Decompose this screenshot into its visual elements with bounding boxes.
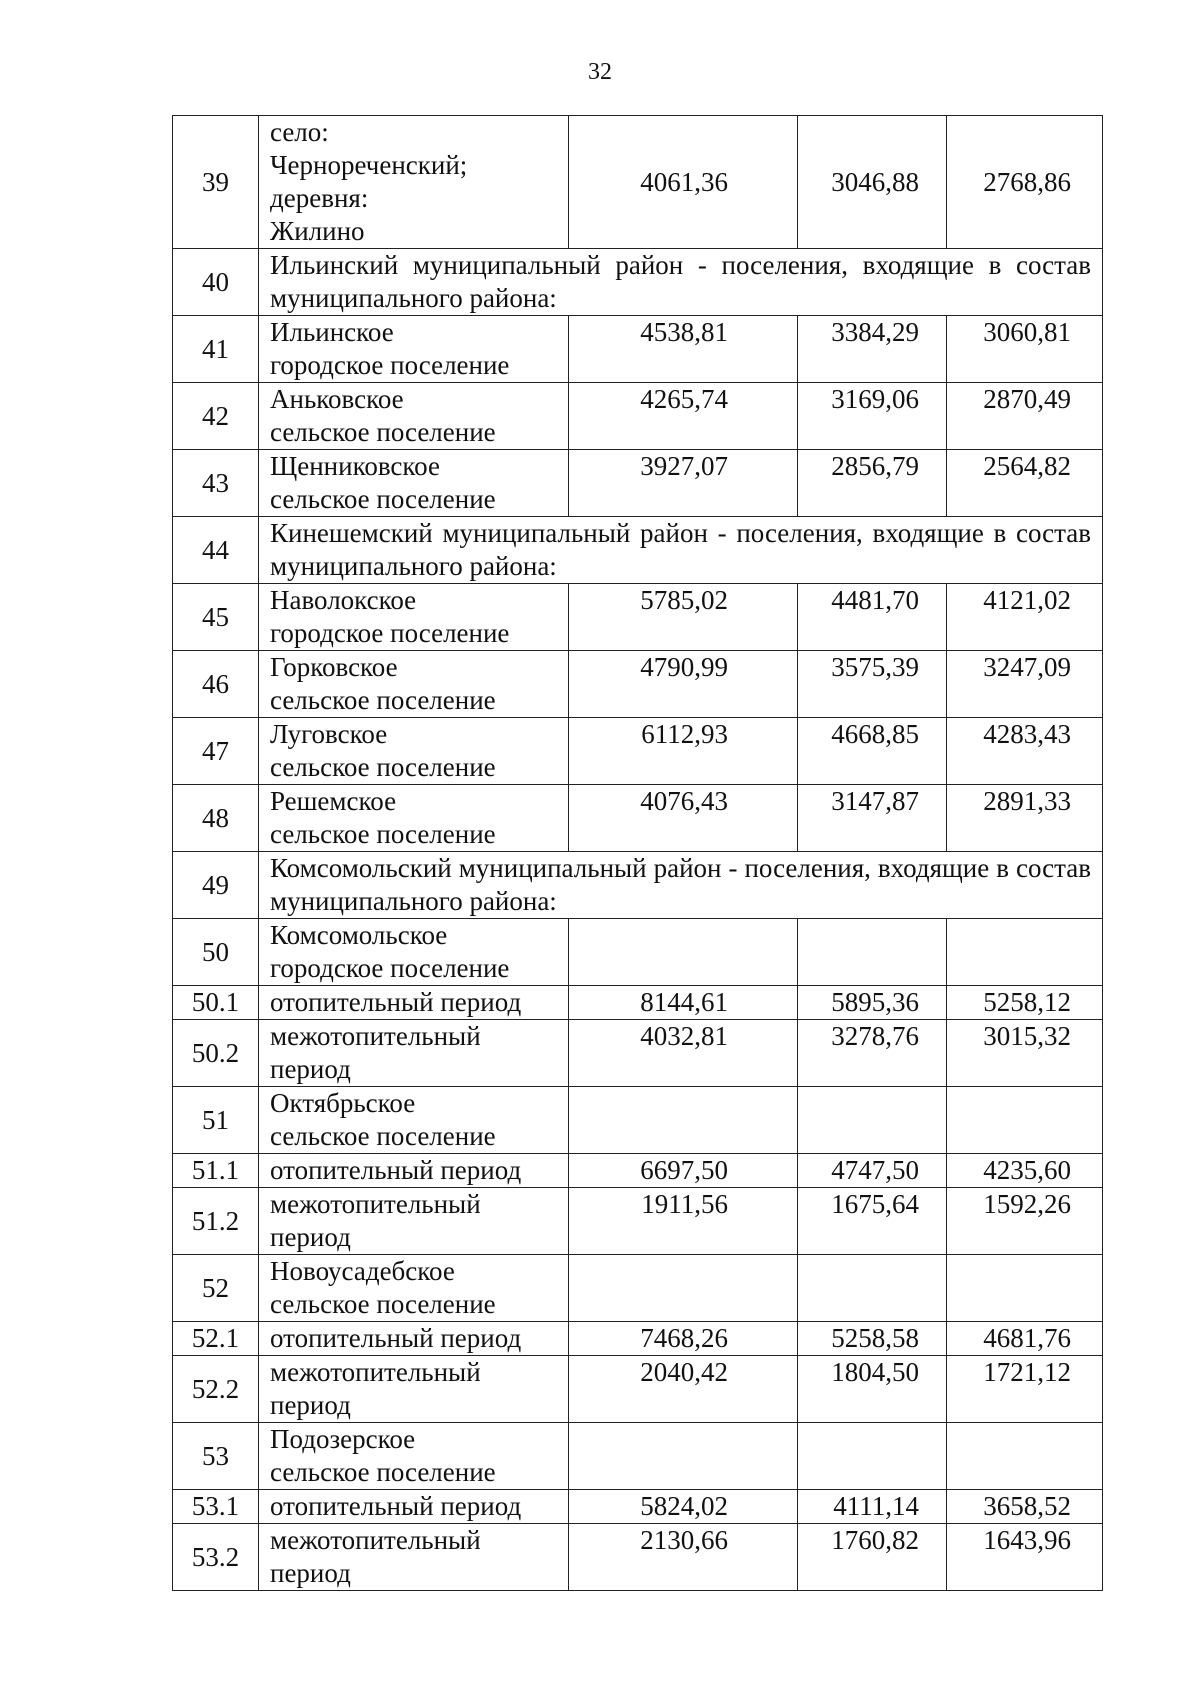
row-number: 52.1 <box>173 1322 259 1356</box>
settlement-name-line: Подозерское <box>270 1424 416 1454</box>
settlement-name <box>259 1255 569 1322</box>
table-row <box>173 116 1103 249</box>
value-v2: 3046,88 <box>798 116 947 249</box>
settlement-name-line: Наволокское <box>270 585 417 615</box>
settlement-name-line: Октябрьское <box>270 1088 416 1118</box>
value-v3: 1592,26 <box>947 1188 1103 1255</box>
settlement-name-line: межотопительный <box>270 1021 481 1051</box>
value-v3: 3658,52 <box>947 1490 1103 1524</box>
value-v3 <box>947 1255 1103 1322</box>
row-number: 49 <box>173 852 259 919</box>
table-row <box>173 718 1103 785</box>
value-v2 <box>798 1255 947 1322</box>
row-number: 51 <box>173 1087 259 1154</box>
table-row <box>173 1154 1103 1188</box>
settlement-name <box>259 450 569 517</box>
table-row <box>173 986 1103 1020</box>
value-v3 <box>947 1087 1103 1154</box>
table-row <box>173 517 1103 584</box>
value-v2: 4481,70 <box>798 584 947 651</box>
settlement-name-line: сельское поселение <box>270 685 496 715</box>
row-number: 53 <box>173 1423 259 1490</box>
settlement-name <box>259 1524 569 1591</box>
value-v1 <box>569 1423 798 1490</box>
settlement-name-line: отопительный период <box>270 1323 522 1353</box>
value-v1: 7468,26 <box>569 1322 798 1356</box>
value-v3 <box>947 1423 1103 1490</box>
value-v2: 1675,64 <box>798 1188 947 1255</box>
table-row <box>173 1356 1103 1423</box>
settlement-name-line: Ильинское <box>270 317 394 347</box>
settlement-name <box>259 1490 569 1524</box>
table-row <box>173 1322 1103 1356</box>
table-row <box>173 1423 1103 1490</box>
district-heading: Кинешемский муниципальный район - поселения, входящие в состав муниципального района: <box>259 517 1103 584</box>
value-v3: 4283,43 <box>947 718 1103 785</box>
table-body <box>173 116 1103 1591</box>
settlement-name <box>259 651 569 718</box>
settlement-name <box>259 1154 569 1188</box>
settlement-name <box>259 718 569 785</box>
row-number: 52 <box>173 1255 259 1322</box>
value-v2 <box>798 919 947 986</box>
table-row <box>173 383 1103 450</box>
settlement-name <box>259 919 569 986</box>
settlement-name <box>259 785 569 852</box>
page-number: 32 <box>588 59 612 85</box>
value-v1: 3927,07 <box>569 450 798 517</box>
settlement-name-line: Решемское <box>270 786 397 816</box>
value-v2: 4111,14 <box>798 1490 947 1524</box>
settlement-name-line: село: <box>270 117 329 147</box>
value-v3: 5258,12 <box>947 986 1103 1020</box>
value-v1: 4061,36 <box>569 116 798 249</box>
table-row <box>173 852 1103 919</box>
value-v1: 1911,56 <box>569 1188 798 1255</box>
value-v2: 1804,50 <box>798 1356 947 1423</box>
table-row <box>173 1188 1103 1255</box>
settlement-name <box>259 383 569 450</box>
row-number: 41 <box>173 316 259 383</box>
value-v3: 4121,02 <box>947 584 1103 651</box>
settlement-name-line: сельское поселение <box>270 417 496 447</box>
settlement-name-line: межотопительный <box>270 1525 481 1555</box>
settlement-name <box>259 1087 569 1154</box>
value-v2 <box>798 1087 947 1154</box>
settlement-name-line: Новоусадебское <box>270 1256 455 1286</box>
value-v1 <box>569 1087 798 1154</box>
value-v1: 5824,02 <box>569 1490 798 1524</box>
row-number: 53.2 <box>173 1524 259 1591</box>
value-v3: 3247,09 <box>947 651 1103 718</box>
table-row <box>173 316 1103 383</box>
settlement-name-line: городское поселение <box>270 350 510 380</box>
value-v1: 4076,43 <box>569 785 798 852</box>
settlement-name <box>259 986 569 1020</box>
table-row <box>173 249 1103 316</box>
table-row <box>173 785 1103 852</box>
settlement-name-line: сельское поселение <box>270 1121 496 1151</box>
district-heading: Ильинский муниципальный район - поселения, входящие в состав муниципального района: <box>259 249 1103 316</box>
settlement-name <box>259 1020 569 1087</box>
settlement-name-line: сельское поселение <box>270 819 496 849</box>
row-number: 42 <box>173 383 259 450</box>
row-number: 45 <box>173 584 259 651</box>
settlement-name-line: отопительный период <box>270 987 522 1017</box>
settlement-name-line: Комсомольское <box>270 920 448 950</box>
settlement-name-line: сельское поселение <box>270 1289 496 1319</box>
value-v2: 4668,85 <box>798 718 947 785</box>
row-number: 46 <box>173 651 259 718</box>
value-v2: 3278,76 <box>798 1020 947 1087</box>
settlement-name-line: период <box>270 1054 351 1084</box>
value-v3: 2891,33 <box>947 785 1103 852</box>
settlement-name-line: сельское поселение <box>270 752 496 782</box>
row-number: 53.1 <box>173 1490 259 1524</box>
row-number: 40 <box>173 249 259 316</box>
value-v1: 6112,93 <box>569 718 798 785</box>
settlement-name-line: Щенниковское <box>270 451 440 481</box>
row-number: 50.2 <box>173 1020 259 1087</box>
settlement-name-line: Горковское <box>270 652 398 682</box>
row-number: 44 <box>173 517 259 584</box>
row-number: 52.2 <box>173 1356 259 1423</box>
settlement-name-line: Луговское <box>270 719 388 749</box>
settlement-name <box>259 1423 569 1490</box>
value-v3: 1643,96 <box>947 1524 1103 1591</box>
settlement-name-line: период <box>270 1558 351 1588</box>
settlement-name <box>259 1322 569 1356</box>
row-number: 51.2 <box>173 1188 259 1255</box>
table-row <box>173 1255 1103 1322</box>
value-v1: 6697,50 <box>569 1154 798 1188</box>
value-v1: 2040,42 <box>569 1356 798 1423</box>
table-row <box>173 584 1103 651</box>
value-v1: 4790,99 <box>569 651 798 718</box>
value-v3: 3015,32 <box>947 1020 1103 1087</box>
settlement-name-line: межотопительный <box>270 1357 481 1387</box>
value-v3: 2564,82 <box>947 450 1103 517</box>
table-row <box>173 1490 1103 1524</box>
value-v1: 2130,66 <box>569 1524 798 1591</box>
settlement-name-line: Аньковское <box>270 384 404 414</box>
row-number: 50 <box>173 919 259 986</box>
value-v2: 3575,39 <box>798 651 947 718</box>
value-v1: 4538,81 <box>569 316 798 383</box>
table-row <box>173 1087 1103 1154</box>
value-v2: 2856,79 <box>798 450 947 517</box>
row-number: 48 <box>173 785 259 852</box>
row-number: 39 <box>173 116 259 249</box>
value-v3: 4681,76 <box>947 1322 1103 1356</box>
value-v1: 4265,74 <box>569 383 798 450</box>
table-row <box>173 450 1103 517</box>
value-v2: 3384,29 <box>798 316 947 383</box>
settlement-name-line: Жилино <box>270 216 365 246</box>
value-v2: 5895,36 <box>798 986 947 1020</box>
settlement-name <box>259 316 569 383</box>
value-v1 <box>569 919 798 986</box>
district-heading: Комсомольский муниципальный район - поселения, входящие в состав муниципального района: <box>259 852 1103 919</box>
settlement-name-line: период <box>270 1222 351 1252</box>
value-v1: 8144,61 <box>569 986 798 1020</box>
tariff-table <box>172 115 1103 1591</box>
settlement-name-line: сельское поселение <box>270 484 496 514</box>
row-number: 50.1 <box>173 986 259 1020</box>
settlement-name-line: городское поселение <box>270 618 510 648</box>
row-number: 47 <box>173 718 259 785</box>
settlement-name-line: сельское поселение <box>270 1457 496 1487</box>
value-v2: 4747,50 <box>798 1154 947 1188</box>
value-v2: 3169,06 <box>798 383 947 450</box>
value-v3: 2768,86 <box>947 116 1103 249</box>
settlement-name-line: отопительный период <box>270 1491 522 1521</box>
value-v3: 2870,49 <box>947 383 1103 450</box>
settlement-name-line: деревня: <box>270 183 369 213</box>
row-number: 51.1 <box>173 1154 259 1188</box>
value-v3: 3060,81 <box>947 316 1103 383</box>
settlement-name <box>259 116 569 249</box>
settlement-name <box>259 584 569 651</box>
table-row <box>173 1020 1103 1087</box>
settlement-name-line: межотопительный <box>270 1189 481 1219</box>
value-v3 <box>947 919 1103 986</box>
value-v1: 4032,81 <box>569 1020 798 1087</box>
value-v1: 5785,02 <box>569 584 798 651</box>
settlement-name-line: городское поселение <box>270 953 510 983</box>
table-row <box>173 651 1103 718</box>
value-v2: 3147,87 <box>798 785 947 852</box>
value-v2: 1760,82 <box>798 1524 947 1591</box>
settlement-name-line: период <box>270 1390 351 1420</box>
value-v3: 4235,60 <box>947 1154 1103 1188</box>
settlement-name <box>259 1356 569 1423</box>
value-v1 <box>569 1255 798 1322</box>
table-row <box>173 919 1103 986</box>
settlement-name-line: отопительный период <box>270 1155 522 1185</box>
value-v2: 5258,58 <box>798 1322 947 1356</box>
value-v3: 1721,12 <box>947 1356 1103 1423</box>
settlement-name-line: Чернореченский; <box>270 150 468 180</box>
table-row <box>173 1524 1103 1591</box>
value-v2 <box>798 1423 947 1490</box>
row-number: 43 <box>173 450 259 517</box>
settlement-name <box>259 1188 569 1255</box>
